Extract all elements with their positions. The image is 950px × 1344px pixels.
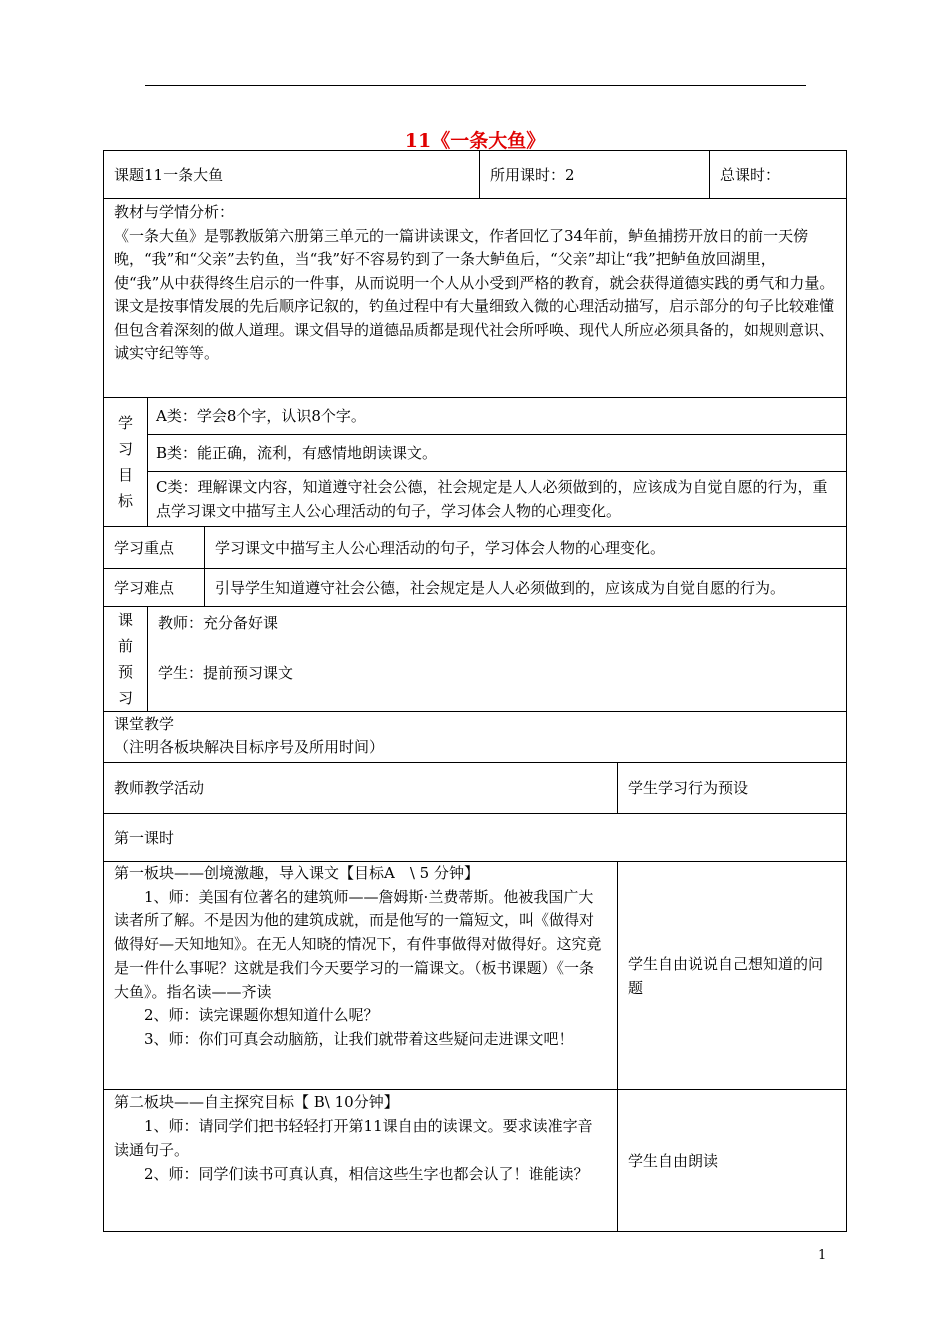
block1-step-2: 2、师：读完课题你想知道什么呢？ [144,1006,379,1025]
lesson-row [104,814,846,862]
preview-label-char: 前 [117,637,133,655]
goals-label-char: 标 [117,492,133,510]
focus-label: 学习重点 [104,527,205,568]
block1-step-3: 3、师：你们可真会动脑筋，让我们就带着这些疑问走进课文吧！ [144,1029,574,1048]
goals-label-char: 习 [117,440,133,458]
student-column-header: 学生学习行为预设 [628,779,749,797]
header-row [104,151,846,199]
analysis-row [104,199,846,398]
block1-teacher [104,862,618,1089]
goals-label-char: 学 [117,414,133,432]
topic-cell: 课题11一条大鱼 [104,151,480,198]
goal-a: A类：学会8个字，认识8个字。 [148,398,846,435]
block1-row [104,862,846,1090]
block1-student: 学生自由说说自己想知道的问题 [628,954,824,997]
difficulty-row [104,569,846,607]
block1-heading: 第一板块——创境激趣，导入课文【目标A \ 5 分钟】 [114,864,479,882]
preview-label [104,607,148,711]
block2-student: 学生自由朗读 [628,1151,719,1170]
lesson-title: 第一课时 [114,828,175,847]
goals-label [104,398,148,526]
difficulty-label: 学习难点 [104,569,205,606]
column-header-row [104,763,846,814]
goals-label-char: 目 [117,466,133,484]
preview-label-char: 课 [117,611,133,629]
block2-teacher [104,1090,618,1231]
block2-heading: 第二板块——自主探究目标【 B\ 10分钟】 [114,1093,399,1111]
analysis-paragraph-1: 《一条大鱼》是鄂教版第六册第三单元的一篇讲读课文，作者回忆了34年前，鲈鱼捕捞开放日的前一天傍晚，“我”和“父亲”去钓鱼，当“我”好不容易钓到了一条大鲈鱼后，“父亲”却让“我”把鲈鱼放回湖里，使“我”从中获得终生启示的一件事，从而说明一个人从小受到严格的教育，就会获得道德实践的勇气和力量。 [114,226,835,292]
analysis-cell [104,199,846,397]
classroom-note: （注明各板块解决目标序号及所用时间） [114,738,385,756]
block1-step-1: 1、师：美国有位著名的建筑师——詹姆斯·兰费蒂斯。他被我国广大读者所了解。不是因为他的建筑成就，而是他写的一篇短文，叫《做得对做得好—天知地知》。在无人知晓的情况下，有件事做得对做得好。这究竟是一件什么事呢？这就是我们今天要学习的一篇课文。（板书课题）《一条大鱼》。指名读——齐读 [114,887,602,1001]
goals-row [104,398,846,527]
analysis-paragraph-2: 课文是按事情发展的先后顺序记叙的，钓鱼过程中有大量细致入微的心理活动描写，启示部分的句子比较难懂但包含着深刻的做人道理。课文倡导的道德品质都是现代社会所呼唤、现代人所应必须具备的，如规则意识、诚实守纪等等。 [114,297,835,362]
analysis-heading: 教材与学情分析： [114,203,235,221]
block2-row [104,1090,846,1231]
page-number: 1 [818,1248,827,1263]
block2-step-1: 1、师：请同学们把书轻轻打开第11课自由的读课文。要求读准字音读通句子。 [114,1117,593,1159]
total-hours-cell: 总课时： [720,165,781,184]
classroom-row [104,712,846,763]
difficulty-text: 引导学生知道遵守社会公德，社会规定是人人必须做到的，应该成为自觉自愿的行为。 [215,578,786,597]
page-title: 11《一条大鱼》 [404,130,546,152]
classroom-title: 课堂教学 [114,715,175,733]
classroom-cell [104,712,846,762]
goals-list [148,398,846,526]
preview-label-char: 习 [117,689,133,707]
goal-b: B类：能正确，流利，有感情地朗读课文。 [148,435,846,472]
preview-student: 学生：提前预习课文 [158,664,294,682]
focus-text: 学习课文中描写主人公心理活动的句子，学习体会人物的心理变化。 [215,538,666,557]
block2-step-2: 2、师：同学们读书可真认真，相信这些生字也都会认了！谁能读？ [144,1165,589,1183]
goal-c: C类：理解课文内容，知道遵守社会公德，社会规定是人人必须做到的，应该成为自觉自愿的行为，重点学习课文中描写主人公心理活动的句子，学习体会人物的心理变化。 [156,478,828,520]
header-rule [145,85,806,86]
preview-row [104,607,846,712]
preview-teacher: 教师：充分备好课 [158,614,279,632]
teacher-column-header: 教师教学活动 [104,763,618,813]
focus-row [104,527,846,569]
preview-content [148,607,846,711]
hours-used-cell: 所用课时：2 [480,151,710,198]
preview-label-char: 预 [117,663,133,681]
lesson-plan-table [103,150,847,1232]
